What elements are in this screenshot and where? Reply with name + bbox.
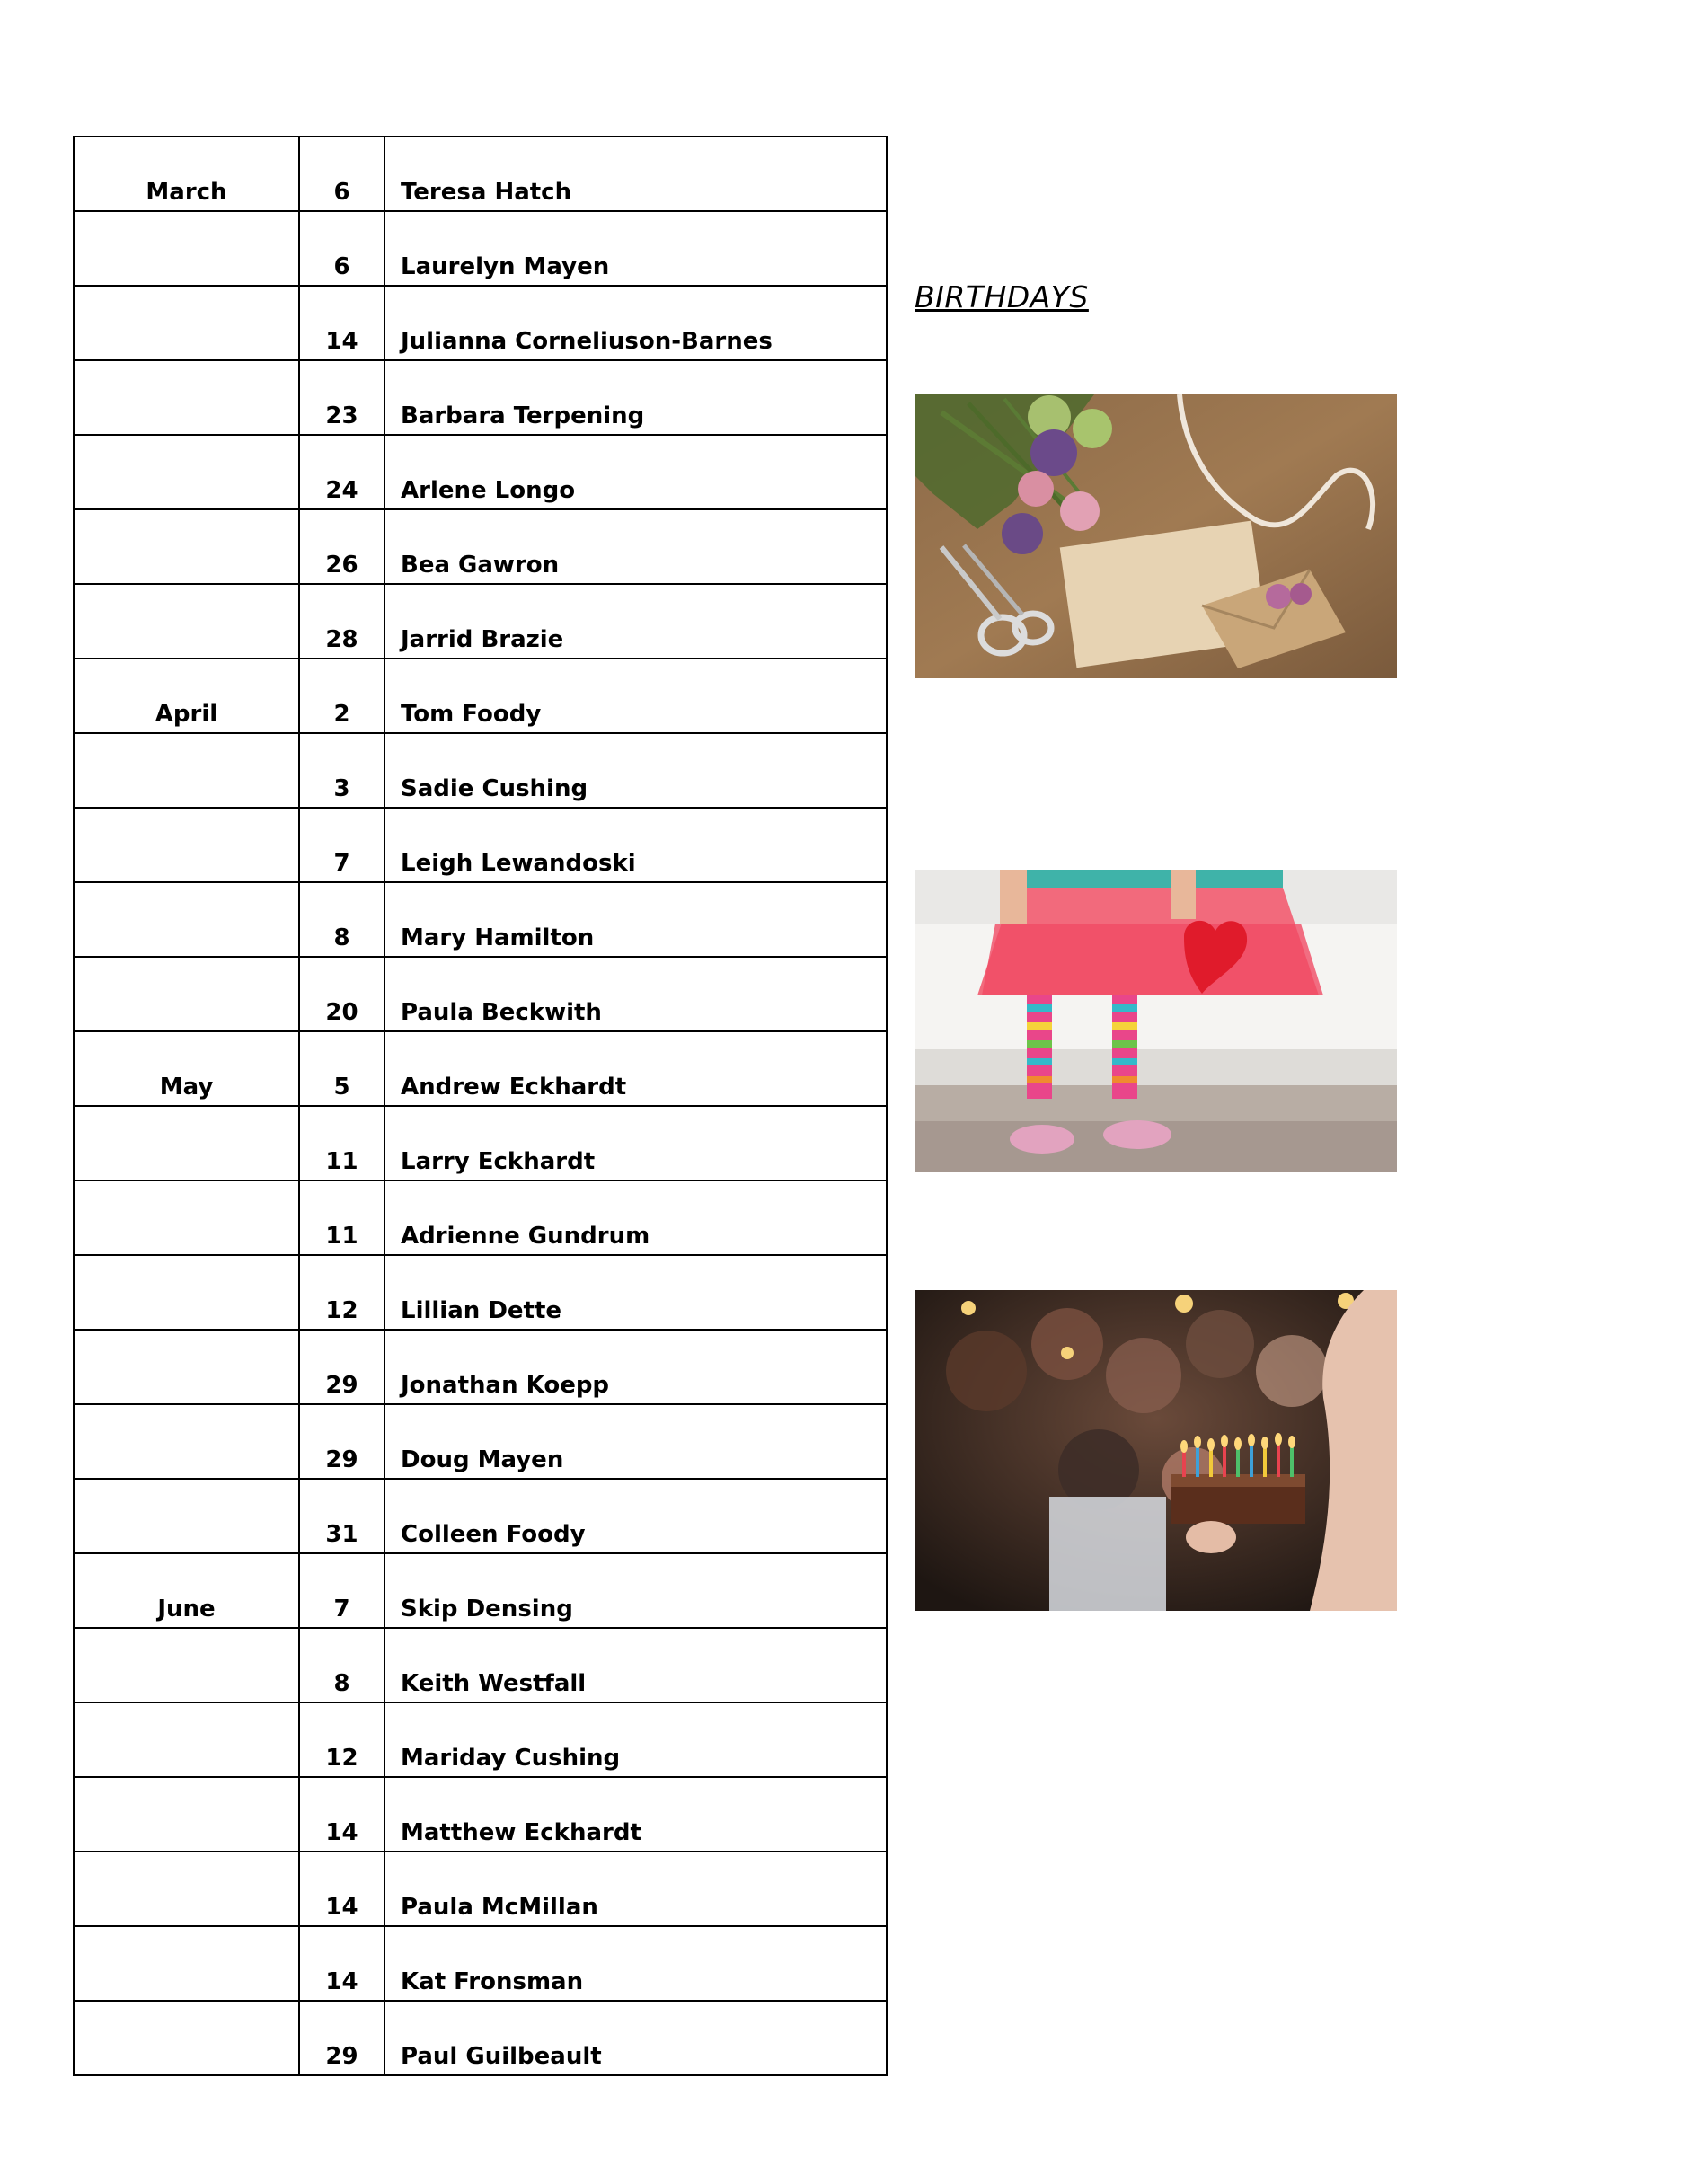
month-cell: [74, 1404, 299, 1479]
day-cell: 29: [299, 1404, 384, 1479]
month-cell: [74, 1330, 299, 1404]
month-cell: April: [74, 659, 299, 733]
name-cell: Mariday Cushing: [384, 1702, 887, 1777]
name-cell: Doug Mayen: [384, 1404, 887, 1479]
day-cell: 31: [299, 1479, 384, 1553]
birthday-row: [74, 509, 887, 584]
day-cell: 11: [299, 1180, 384, 1255]
month-cell: March: [74, 137, 299, 211]
birthdays-heading: BIRTHDAYS: [915, 279, 1089, 314]
month-cell: [74, 584, 299, 659]
name-cell: Arlene Longo: [384, 435, 887, 509]
birthday-table-body: [74, 137, 887, 2075]
day-cell: 12: [299, 1255, 384, 1330]
name-cell: Kat Fronsman: [384, 1926, 887, 2001]
day-cell: 2: [299, 659, 384, 733]
name-cell: Andrew Eckhardt: [384, 1031, 887, 1106]
month-cell: [74, 360, 299, 435]
birthday-row: [74, 2001, 887, 2075]
month-cell: [74, 2001, 299, 2075]
girl-heart-photo: [915, 870, 1397, 1172]
birthday-row: [74, 360, 887, 435]
day-cell: 5: [299, 1031, 384, 1106]
month-cell: [74, 1106, 299, 1180]
birthday-row: [74, 1777, 887, 1852]
name-cell: Tom Foody: [384, 659, 887, 733]
birthday-row: [74, 1330, 887, 1404]
day-cell: 29: [299, 2001, 384, 2075]
birthday-table: [73, 136, 888, 2076]
birthday-row: [74, 1628, 887, 1702]
birthday-row: [74, 1404, 887, 1479]
day-cell: 29: [299, 1330, 384, 1404]
day-cell: 11: [299, 1106, 384, 1180]
month-cell: [74, 509, 299, 584]
name-cell: Adrienne Gundrum: [384, 1180, 887, 1255]
name-cell: Sadie Cushing: [384, 733, 887, 808]
day-cell: 3: [299, 733, 384, 808]
name-cell: Leigh Lewandoski: [384, 808, 887, 882]
birthday-row: [74, 1106, 887, 1180]
name-cell: Keith Westfall: [384, 1628, 887, 1702]
day-cell: 8: [299, 882, 384, 957]
name-cell: Paula McMillan: [384, 1852, 887, 1926]
birthday-row: [74, 1926, 887, 2001]
birthday-row: [74, 1255, 887, 1330]
day-cell: 23: [299, 360, 384, 435]
name-cell: Paul Guilbeault: [384, 2001, 887, 2075]
day-cell: 14: [299, 1926, 384, 2001]
birthday-row: [74, 1180, 887, 1255]
month-cell: [74, 1777, 299, 1852]
name-cell: Bea Gawron: [384, 509, 887, 584]
month-cell: [74, 1852, 299, 1926]
birthday-row: [74, 584, 887, 659]
birthday-row: [74, 286, 887, 360]
month-cell: [74, 1702, 299, 1777]
month-cell: [74, 1479, 299, 1553]
name-cell: Paula Beckwith: [384, 957, 887, 1031]
day-cell: 24: [299, 435, 384, 509]
birthday-row: [74, 1479, 887, 1553]
month-cell: [74, 1255, 299, 1330]
day-cell: 14: [299, 286, 384, 360]
birthday-row: [74, 957, 887, 1031]
day-cell: 6: [299, 211, 384, 286]
name-cell: Barbara Terpening: [384, 360, 887, 435]
birthday-row: [74, 137, 887, 211]
name-cell: Mary Hamilton: [384, 882, 887, 957]
day-cell: 6: [299, 137, 384, 211]
day-cell: 14: [299, 1777, 384, 1852]
birthday-row: [74, 1553, 887, 1628]
day-cell: 28: [299, 584, 384, 659]
month-cell: [74, 882, 299, 957]
birthday-row: [74, 1031, 887, 1106]
day-cell: 7: [299, 808, 384, 882]
birthday-row: [74, 808, 887, 882]
birthday-row: [74, 435, 887, 509]
birthday-row: [74, 659, 887, 733]
name-cell: Lillian Dette: [384, 1255, 887, 1330]
month-cell: May: [74, 1031, 299, 1106]
name-cell: Larry Eckhardt: [384, 1106, 887, 1180]
month-cell: [74, 286, 299, 360]
birthday-row: [74, 211, 887, 286]
birthday-party-cake-photo: [915, 1290, 1397, 1611]
birthday-row: [74, 1852, 887, 1926]
name-cell: Matthew Eckhardt: [384, 1777, 887, 1852]
name-cell: Julianna Corneliuson-Barnes: [384, 286, 887, 360]
day-cell: 20: [299, 957, 384, 1031]
month-cell: [74, 1926, 299, 2001]
month-cell: June: [74, 1553, 299, 1628]
month-cell: [74, 957, 299, 1031]
month-cell: [74, 211, 299, 286]
day-cell: 12: [299, 1702, 384, 1777]
day-cell: 8: [299, 1628, 384, 1702]
birthday-row: [74, 882, 887, 957]
name-cell: Teresa Hatch: [384, 137, 887, 211]
month-cell: [74, 435, 299, 509]
month-cell: [74, 1180, 299, 1255]
flowers-envelope-photo: [915, 394, 1397, 678]
month-cell: [74, 1628, 299, 1702]
day-cell: 26: [299, 509, 384, 584]
month-cell: [74, 733, 299, 808]
day-cell: 7: [299, 1553, 384, 1628]
month-cell: [74, 808, 299, 882]
name-cell: Colleen Foody: [384, 1479, 887, 1553]
name-cell: Laurelyn Mayen: [384, 211, 887, 286]
day-cell: 14: [299, 1852, 384, 1926]
name-cell: Jarrid Brazie: [384, 584, 887, 659]
name-cell: Skip Densing: [384, 1553, 887, 1628]
birthday-row: [74, 1702, 887, 1777]
birthday-row: [74, 733, 887, 808]
name-cell: Jonathan Koepp: [384, 1330, 887, 1404]
